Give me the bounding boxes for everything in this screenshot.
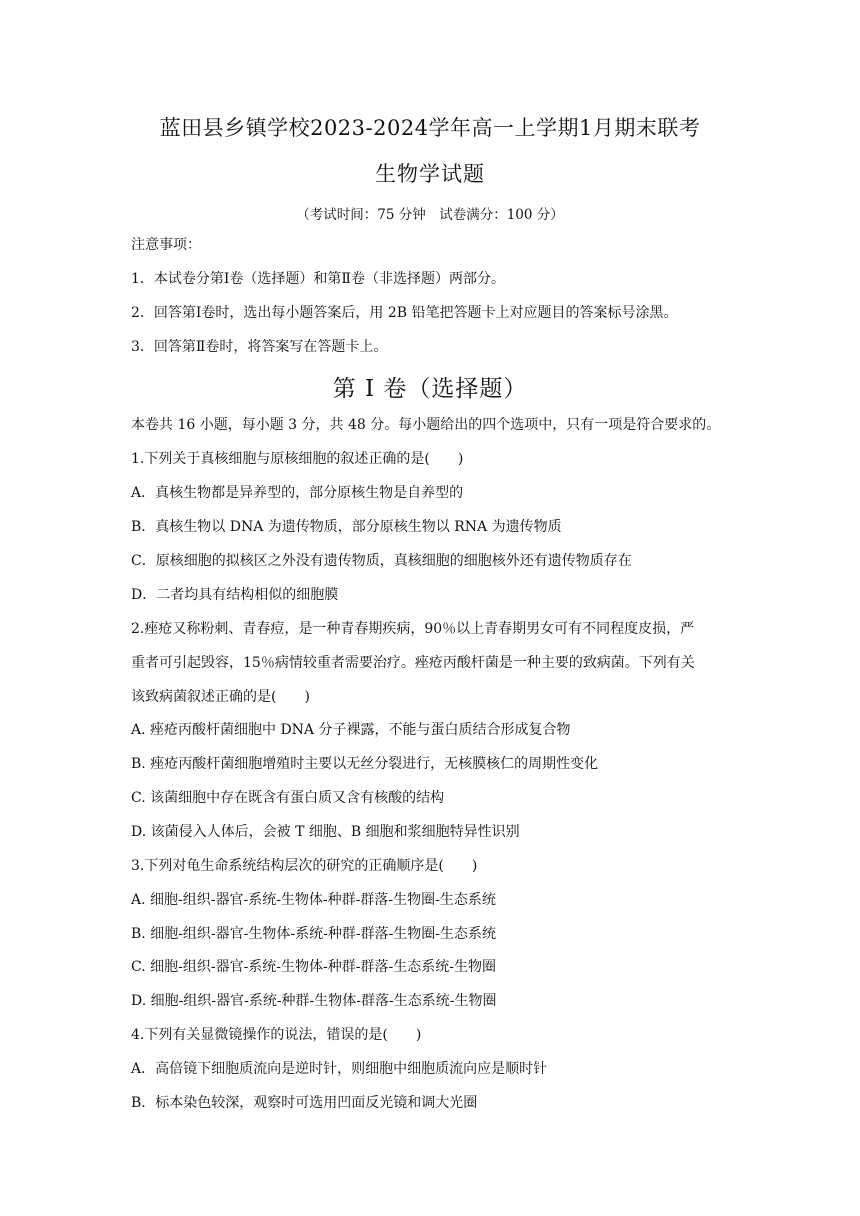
question-stem: 该致病菌叙述正确的是( ) xyxy=(131,689,310,705)
question-stem: 3.下列对龟生命系统结构层次的研究的正确顺序是( ) xyxy=(131,858,478,874)
question-option: C. 细胞-组织-器官-系统-生物体-种群-群落-生态系统-生物圈 xyxy=(131,959,496,975)
question-option: D. 细胞-组织-器官-系统-种群-生物体-群落-生态系统-生物圈 xyxy=(131,993,497,1009)
question-option: B. 痤疮丙酸杆菌细胞增殖时主要以无丝分裂进行，无核膜核仁的周期性变化 xyxy=(131,756,599,772)
exam-title: 蓝田县乡镇学校2023-2024学年高一上学期1月期末联考 xyxy=(159,116,701,140)
section-intro: 本卷共 16 小题，每小题 3 分，共 48 分。每小题给出的四个选项中，只有一项是符合要求的。 xyxy=(131,417,721,433)
question-option: A．真核生物都是异养型的，部分原核生物是自养型的 xyxy=(131,485,464,501)
exam-info: （考试时间：75 分钟 试卷满分：100 分） xyxy=(296,207,564,223)
question-option: C. 该菌细胞中存在既含有蛋白质又含有核酸的结构 xyxy=(131,790,445,806)
question-stem: 重者可引起毁容，15％病情较重者需要治疗。痤疮丙酸杆菌是一种主要的致病菌。下列有关 xyxy=(131,655,695,671)
section-title: 第 I 卷（选择题） xyxy=(332,376,528,402)
exam-subtitle: 生物学试题 xyxy=(375,162,485,186)
notes-heading: 注意事项： xyxy=(131,237,201,253)
question-option: C．原核细胞的拟核区之外没有遗传物质，真核细胞的细胞核外还有遗传物质存在 xyxy=(131,553,632,569)
question-option: A. 痤疮丙酸杆菌细胞中 DNA 分子裸露，不能与蛋白质结合形成复合物 xyxy=(131,722,571,738)
question-option: B．标本染色较深，观察时可选用凹面反光镜和调大光圈 xyxy=(131,1095,478,1111)
question-option: D．二者均具有结构相似的细胞膜 xyxy=(131,587,339,603)
question-stem: 2.痤疮又称粉刺、青春痘，是一种青春期疾病，90％以上青春期男女可有不同程度皮损，严 xyxy=(131,621,695,637)
question-option: D. 该菌侵入人体后，会被 T 细胞、B 细胞和浆细胞特异性识别 xyxy=(131,824,520,840)
question-stem: 4.下列有关显微镜操作的说法，错误的是( ) xyxy=(131,1027,422,1043)
question-stem: 1.下列关于真核细胞与原核细胞的叙述正确的是( ) xyxy=(131,451,464,467)
note-item: 1．本试卷分第Ⅰ卷（选择题）和第Ⅱ卷（非选择题）两部分。 xyxy=(131,271,505,287)
question-option: A．高倍镜下细胞质流向是逆时针，则细胞中细胞质流向应是顺时针 xyxy=(131,1061,548,1077)
note-item: 3．回答第Ⅱ卷时，将答案写在答题卡上。 xyxy=(131,339,388,355)
question-option: A. 细胞-组织-器官-系统-生物体-种群-群落-生物圈-生态系统 xyxy=(131,892,496,908)
question-option: B．真核生物以 DNA 为遗传物质，部分原核生物以 RNA 为遗传物质 xyxy=(131,519,562,535)
question-option: B. 细胞-组织-器官-生物体-系统-种群-群落-生物圈-生态系统 xyxy=(131,926,497,942)
note-item: 2．回答第Ⅰ卷时，选出每小题答案后，用 2B 铅笔把答题卡上对应题目的答案标号涂黑。 xyxy=(131,305,678,321)
